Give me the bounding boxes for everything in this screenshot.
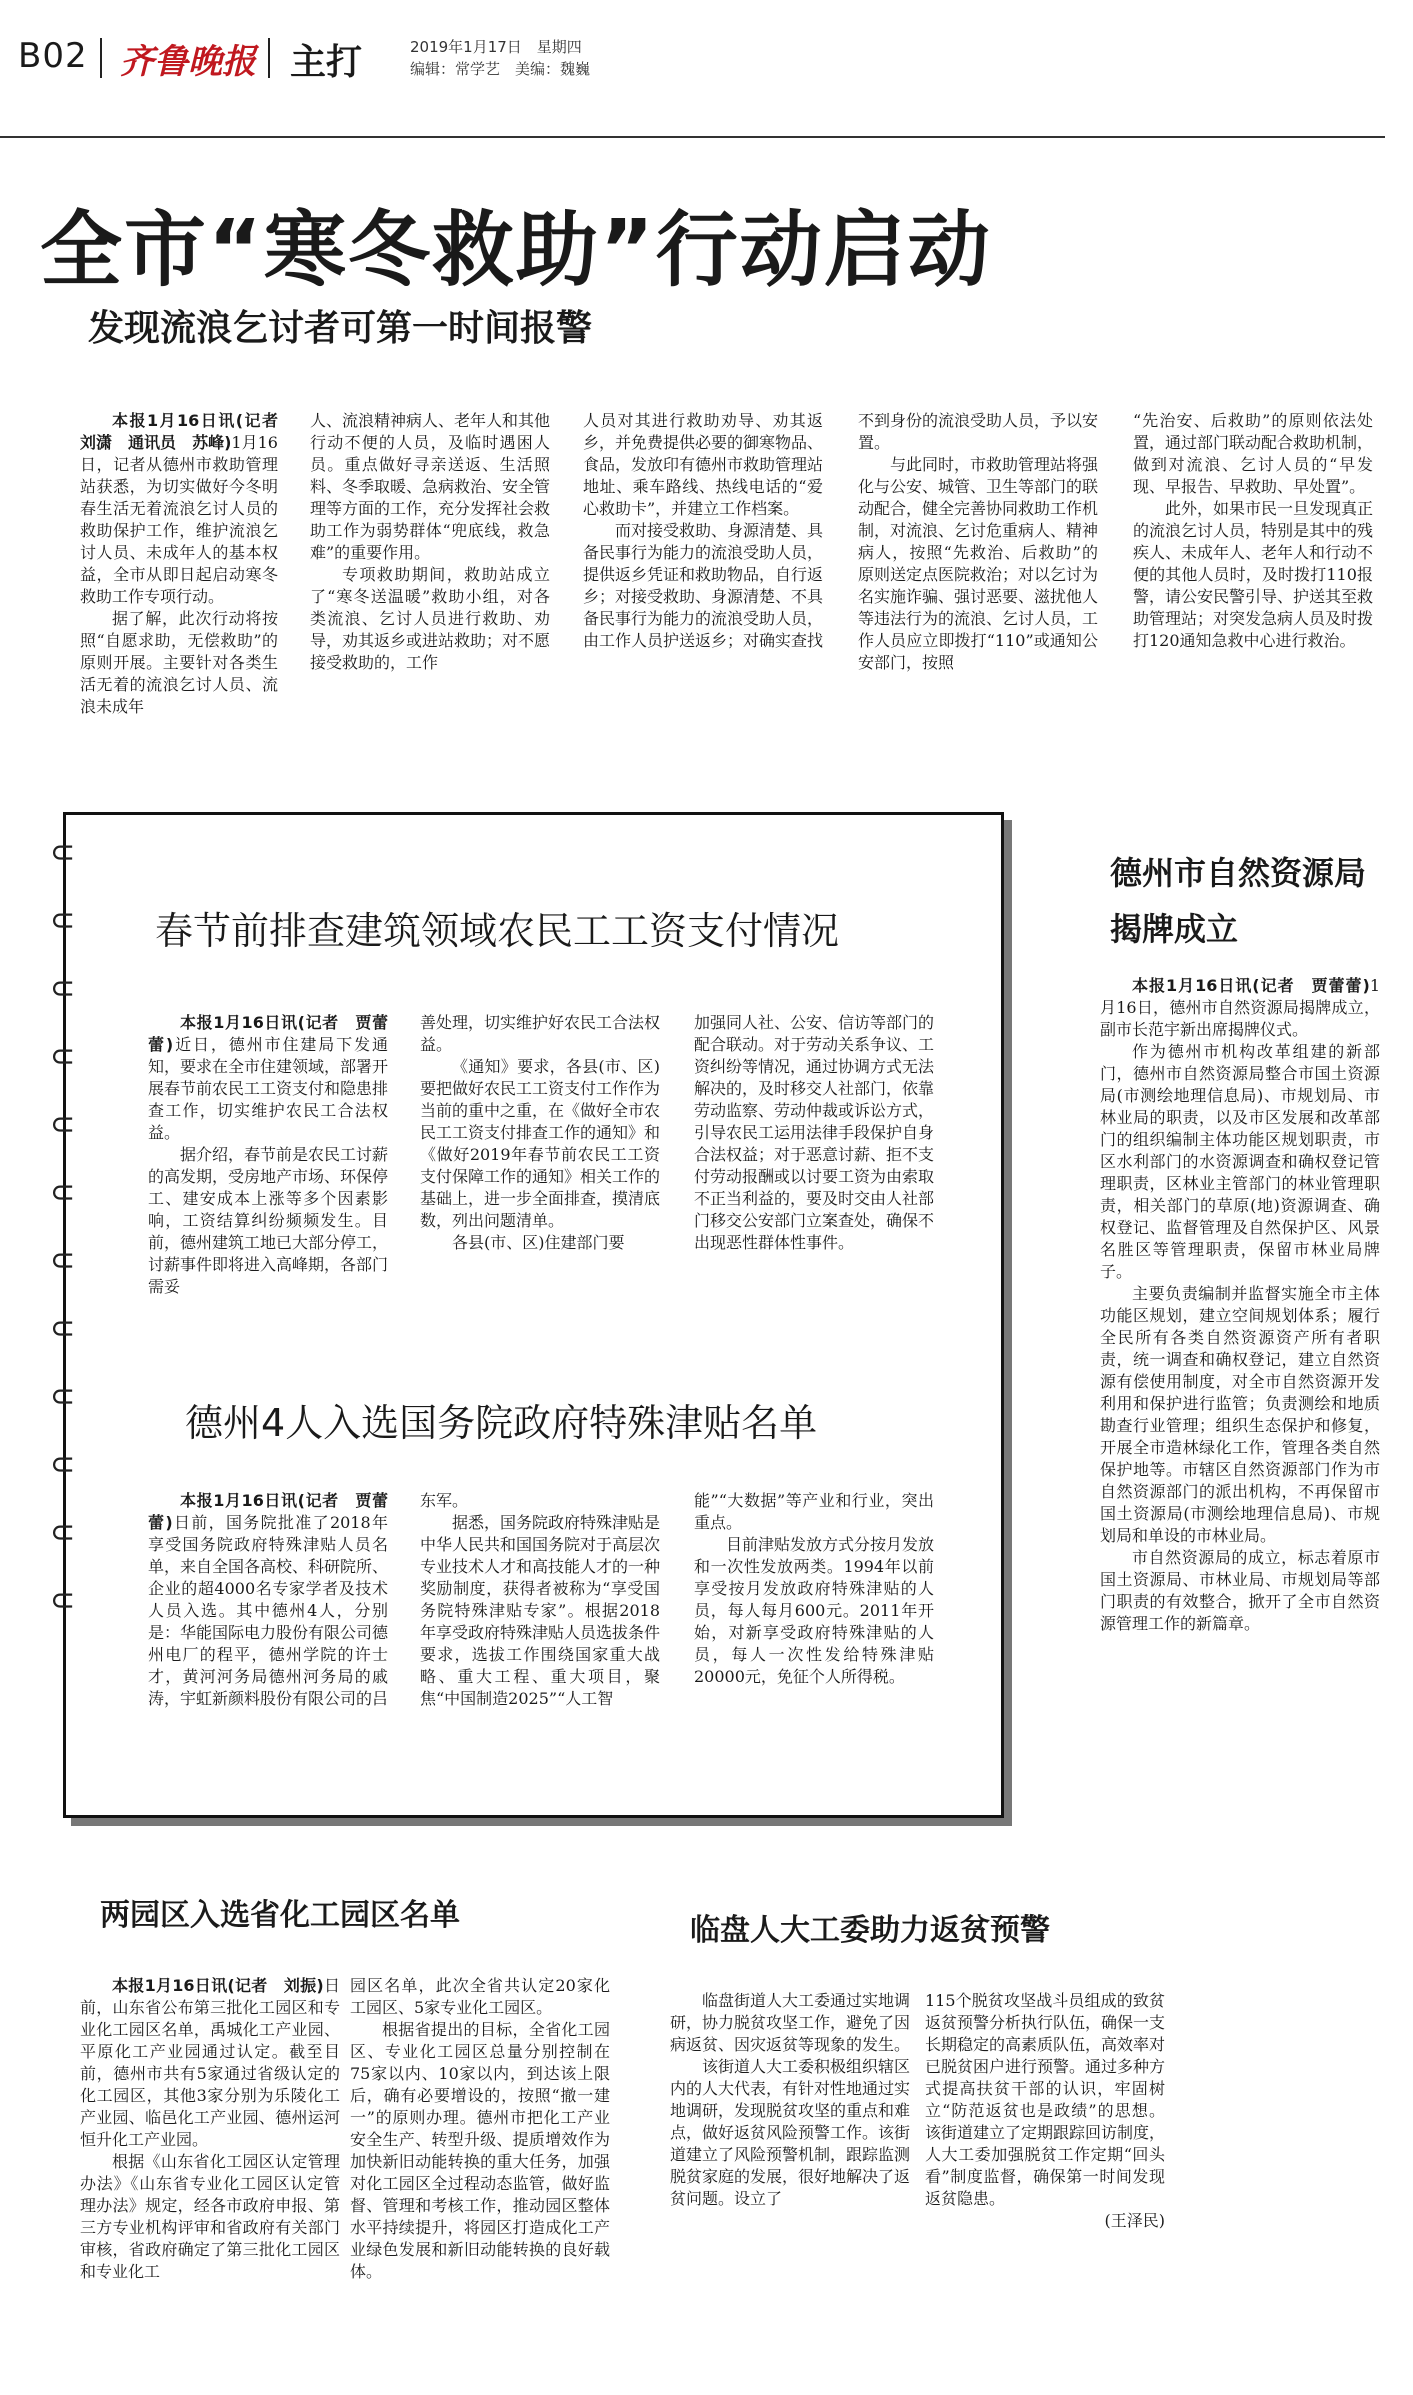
chemical-column-2: 园区名单，此次全省共认定20家化工园区、5家专业化工园区。 根据省提出的目标，全省化工园区、专业化工园区总量分别控制在75家以内、10家以内，到达该上限后，确有必要增设的，按照“撤一建一”的原则办理。德州市把化工产业安全生产、转型升级、提质增效作为加快新旧动能转换的重大任务，加强对化工园区全过程动态监管，做好监督、管理和考核工作，推动园区整体水平持续提升，将园区打造成化工产业绿色发展和新旧动能转换的良好载体。 [350, 1976, 610, 2281]
paperclip-icon: ⊂ [50, 1039, 76, 1074]
paperclip-icon: ⊂ [50, 835, 76, 870]
poverty-headline: 临盘人大工委助力返贫预警 [690, 1913, 1050, 1948]
subsidy-column-1: 本报1月16日讯(记者 贾蕾蕾)日前，国务院批准了2018年享受国务院政府特殊津贴人员名单，来自全国各高校、科研院所、企业的超4000名专家学者及技术人员入选。其中德州4人，分别是：华能国际电力股份有限公司德州电厂的程平，德州学院的许士才，黄河河务局德州河务局的戚涛，宇虹新颜料股份有限公司的吕 [148, 1491, 389, 1708]
paperclip-icon: ⊂ [50, 903, 76, 938]
resources-body: 本报1月16日讯(记者 贾蕾蕾)1月16日，德州市自然资源局揭牌成立，副市长范宇新出席揭牌仪式。 作为德州市机构改革组建的新部门，德州市自然资源局整合市国土资源局(市测绘地理信息局)、市规划局、市林业局的职责，以及市区发展和改革部门的组织编制主体功能区规划职责，市区水利部门的水资源调查和确权登记管理职责，区林业主管部门的林业管理职责，相关部门的草原(地)资源调查、确权登记、监督管理及自然保护区、风景名胜区等管理职责，保留市林业局牌子。 主要负责编制并监督实施全市主体功能区规划，建立空间规划体系；履行全民所有各类自然资源资产所有者职责，统一调查和确权登记，建立自然资源有偿使用制度，对全市自然资源开发利用和保护进行监管；负责测绘和地质勘查行业管理；组织生态保护和修复，开展全市造林绿化工作，管理各类自然保护地等。市辖区自然资源部门作为市自然资源部门的派出机构，不再保留市国土资源局(市测绘地理信息局)、市规划局和单设的市林业局。 市自然资源局的成立，标志着原市国土资源局、市林业局、市规划局等部门职责的有效整合，掀开了全市自然资源管理工作的新篇章。 [1100, 976, 1380, 1633]
poverty-column-1: 临盘街道人大工委通过实地调研，协力脱贫攻坚工作，避免了因病返贫、因灾返贫等现象的发生。 该街道人大工委积极组织辖区内的人大代表，有针对性地通过实地调研，发现脱贫攻坚的重点和难点，做好返贫风险预警工作。该街道建立了风险预警机制，跟踪监测脱贫家庭的发展，很好地解决了返贫问题。设立了 [670, 1991, 911, 2208]
paperclip-icon: ⊂ [50, 1379, 76, 1414]
issue-date: 2019年1月17日 星期四 [410, 38, 582, 56]
section-label: 主打 [290, 42, 363, 83]
paperclip-icon: ⊂ [50, 1447, 76, 1482]
paperclip-icon: ⊂ [50, 1311, 76, 1346]
lead-column-3: 人员对其进行救助劝导、劝其返乡，并免费提供必要的御寒物品、食品，发放印有德州市救助管理站地址、乘车路线、热线电话的“爱心救助卡”，并建立工作档案。 而对接受救助、身源清楚、具备民事行为能力的流浪受助人员，提供返乡凭证和救助物品，自行返乡；对接受救助、身源清楚、不具备民事行为能力的流浪受助人员，由工作人员护送返乡；对确实查找 [583, 411, 824, 650]
lead-subheadline: 发现流浪乞讨者可第一时间报警 [88, 308, 593, 349]
resources-byline: 本报1月16日讯(记者 贾蕾蕾) [1132, 976, 1370, 995]
paperclip-icon: ⊂ [50, 1107, 76, 1142]
wages-column-1: 本报1月16日讯(记者 贾蕾蕾)近日，德州市住建局下发通知，要求在全市住建领域，部署开展春节前农民工工资支付和隐患排查工作，切实维护农民工合法权益。 据介绍，春节前是农民工讨薪的高发期，受房地产市场、环保停工、建安成本上涨等多个因素影响，工资结算纠纷频频发生。目前，德州建筑工地已大部分停工，讨薪事件即将进入高峰期，各部门需妥 [148, 1013, 389, 1296]
paperclip-icon: ⊂ [50, 1583, 76, 1618]
wages-column-2: 善处理，切实维护好农民工合法权益。 《通知》要求，各县(市、区)要把做好农民工工资支付工作作为当前的重中之重，在《做好全市农民工工资支付排查工作的通知》和《做好2019年春节前农民工工资支付保障工作的通知》相关工作的基础上，进一步全面排查，摸清底数，列出问题清单。 各县(市、区)住建部门要 [420, 1013, 661, 1252]
lead-byline: 本报1月16日讯(记者 刘潇 通讯员 苏峰) [80, 411, 295, 452]
issue-meta [410, 36, 590, 80]
paperclip-icon: ⊂ [50, 1243, 76, 1278]
resources-headline-line-1: 德州市自然资源局 [1110, 854, 1367, 892]
issue-editors: 编辑：常学艺 美编：魏巍 [410, 60, 591, 78]
paperclip-icon: ⊂ [50, 1515, 76, 1550]
lead-column-2: 人、流浪精神病人、老年人和其他行动不便的人员，及临时遇困人员。重点做好寻亲送返、生活照料、冬季取暖、急病救治、安全管理等方面的工作，充分发挥社会救助工作为弱势群体“兜底线，救急难”的重要作用。 专项救助期间，救助站成立了“寒冬送温暖”救助小组，对各类流浪、乞讨人员进行救助、劝导，劝其返乡或进站救助；对不愿接受救助的，工作 [310, 411, 551, 672]
chemical-column-1: 本报1月16日讯(记者 刘振)日前，山东省公布第三批化工园区和专业化工园区名单，禹城化工产业园、平原化工产业园通过认定。截至目前，德州市共有5家通过省级认定的化工园区，其他3家分别为乐陵化工产业园、临邑化工产业园、德州运河恒升化工产业园。 根据《山东省化工园区认定管理办法》《山东省专业化工园区认定管理办法》规定，经各市政府申报、第三方专业机构评审和省政府有关部门审核，省政府确定了第三批化工园区和专业化工 [80, 1976, 340, 2281]
paperclip-icon: ⊂ [50, 971, 76, 1006]
lead-column-4: 不到身份的流浪受助人员，予以安置。 与此同时，市救助管理站将强化与公安、城管、卫生等部门的联动配合，健全完善协同救助工作机制，对流浪、乞讨危重病人、精神病人，按照“先救治、后救助”的原则送定点医院救治；对以乞讨为名实施诈骗、强讨恶要、滋扰他人等违法行为的流浪、乞讨人员，工作人员应立即拨打“110”或通知公安部门，按照 [858, 411, 1099, 672]
header-divider [268, 38, 270, 78]
paperclip-icon: ⊂ [50, 1175, 76, 1210]
subsidy-column-3: 能”“大数据”等产业和行业，突出重点。 目前津贴发放方式分按月发放和一次性发放两类。1994年以前享受按月发放政府特殊津贴的人员，每人每月600元。2011年开始，对新享受政府特殊津贴的人员，每人一次性发给特殊津贴20000元，免征个人所得税。 [694, 1491, 935, 1686]
lead-headline: 全市“寒冬救助”行动启动 [40, 203, 992, 298]
subsidy-byline: 本报1月16日讯(记者 贾蕾蕾) [148, 1491, 388, 1532]
wages-headline: 春节前排查建筑领域农民工工资支付情况 [155, 909, 840, 953]
header-rule [0, 136, 1385, 138]
chemical-byline: 本报1月16日讯(记者 刘振) [112, 1976, 324, 1995]
wages-column-3: 加强同人社、公安、信访等部门的配合联动。对于劳动关系争议、工资纠纷等情况，通过协调方式无法解决的，及时移交人社部门，依靠劳动监察、劳动仲裁或诉讼方式，引导农民工运用法律手段保护自身合法权益；对于恶意讨薪、拒不支付劳动报酬或以讨要工资为由索取不正当利益的，要及时交由人社部门移交公安部门立案查处，确保不出现恶性群体性事件。 [694, 1013, 935, 1252]
header-divider [100, 38, 102, 78]
wages-byline: 本报1月16日讯(记者 贾蕾蕾) [148, 1013, 388, 1054]
poverty-signoff: (王泽民) [1104, 2211, 1165, 2230]
resources-headline-line-2: 揭牌成立 [1110, 910, 1239, 948]
poverty-column-2: 115个脱贫攻坚战斗员组成的致贫返贫预警分析执行队伍，确保一支长期稳定的高素质队伍，高效率对已脱贫困户进行预警。通过多种方式提高扶贫干部的认识，牢固树立“防范返贫也是政绩”的思想。该街道建立了定期跟踪回访制度，人大工委加强脱贫工作定期“回头看”制度监督，确保第一时间发现返贫隐患。 (王泽民) [925, 1991, 1166, 2230]
lead-column-5: “先治安、后救助”的原则依法处置，通过部门联动配合救助机制，做到对流浪、乞讨人员的“早发现、早报告、早救助、早处置”。 此外，如果市民一旦发现真正的流浪乞讨人员，特别是其中的残疾人、未成年人、老年人和行动不便的其他人员时，及时拨打110报警，请公安民警引导、护送其至救助管理站；对突发急病人员及时拨打120通知急救中心进行救治。 [1133, 411, 1374, 650]
newspaper-logo: 齐鲁晚报 [120, 42, 256, 82]
page-number: B02 [18, 36, 88, 76]
subsidy-headline: 德州4人入选国务院政府特殊津贴名单 [185, 1401, 818, 1445]
subsidy-column-2: 东军。 据悉，国务院政府特殊津贴是中华人民共和国国务院对于高层次专业技术人才和高技能人才的一种奖励制度，获得者被称为“享受国务院特殊津贴专家”。根据2018年享受政府特殊津贴人员选拔条件要求，选拔工作围绕国家重大战略、重大工程、重大项目，聚焦“中国制造2025”“人工智 [420, 1491, 661, 1708]
chemical-headline: 两园区入选省化工园区名单 [100, 1898, 460, 1933]
lead-column-1: 本报1月16日讯(记者 刘潇 通讯员 苏峰)1月16日，记者从德州市救助管理站获悉，为切实做好今冬明春生活无着流浪乞讨人员的救助保护工作，维护流浪乞讨人员、未成年人的基本权益，全市从即日起启动寒冬救助工作专项行动。 据了解，此次行动将按照“自愿求助，无偿救助”的原则开展。主要针对各类生活无着的流浪乞讨人员、流浪未成年 [80, 411, 295, 716]
